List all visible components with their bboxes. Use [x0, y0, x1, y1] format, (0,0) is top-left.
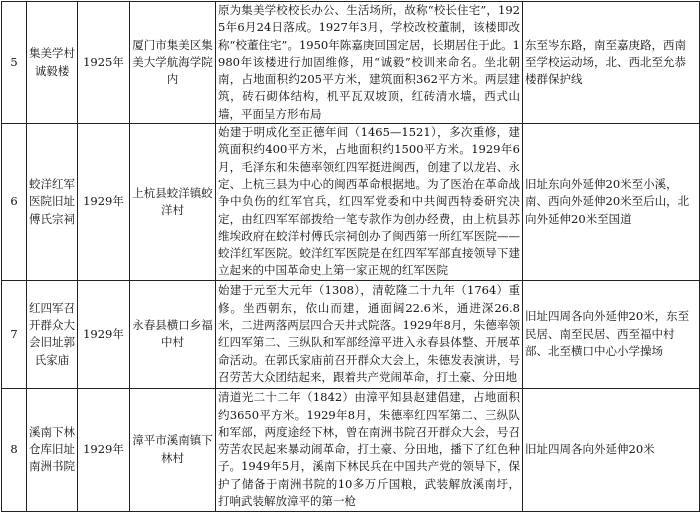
year-cell: 1925年: [78, 2, 130, 124]
table-row: [2, 2, 700, 124]
location-cell: 上杭县蛟洋镇蛟洋村: [130, 124, 216, 281]
table-row: [2, 280, 700, 388]
row-number-cell: 7: [2, 280, 27, 388]
description-cell: 清道光二十二年（1842）由漳平知县赵建倡建，占地面积约3650平方米。1929年8月，朱德率红四军第二、三纵队和军部，两度途经下林，曾在南洲书院召开群众大会，号召劳苦农民起来暴动闹革命，打土豪、分田地，播下了红色种子。1949年5月，溪南下林民兵在中国共产党的领导下，保护了储备于南洲书院的10多万斤国粮，武装解放溪南圩，打响武装解放漳平的第一枪: [216, 388, 523, 511]
year-cell: 1929年: [78, 124, 130, 281]
year-cell: 1929年: [78, 280, 130, 388]
heritage-site-table: [1, 1, 700, 512]
year-cell: 1929年: [78, 388, 130, 511]
description-cell: 始建于元至大元年（1308），清乾隆二十九年（1764）重修。坐西朝东，依山而建，通面阔22.6米，通进深26.8米，二进两落两层四合天井式院落。1929年8月，朱德率领红四军第二、三纵队和军部经漳平进入永春县体整、开展革命活动。在郭氏家庙前召开群众大会上，朱德发表演讲，号召劳苦大众团结起来，跟着共产党闹革命，打土豪、分田地: [216, 280, 523, 388]
description-cell: 始建于明成化至正德年间（1465—1521），多次重修，建筑面积约400平方米，占地面积约1500平方米。1929年6月，毛泽东和朱德率领红四军挺进闽西，创建了以龙岩、永定、上杭三县为中心的闽西革命根据地。为了医治在革命战争中负伤的红军官兵，红四军党委和中共闽西特委研究决定，由红四军军部拨给一笔专款作为创办经费，由上杭县苏维埃政府在蛟洋村傅氏宗祠创办了闽西第一所红军医院——蛟洋红军医院。蛟洋红军医院是在红四军军部直接领导下建立起来的中国革命史上第一家正规的红军医院: [216, 124, 523, 281]
row-number-cell: 8: [2, 388, 27, 511]
row-number-cell: 5: [2, 2, 27, 124]
table-row: [2, 124, 700, 281]
protection-boundary-cell: 东至岑东路，南至嘉庚路，西南至学校运动场，北、西北至允恭楼群保护线: [523, 2, 700, 124]
row-number-cell: 6: [2, 124, 27, 281]
location-cell: 漳平市溪南镇下林村: [130, 388, 216, 511]
site-name-cell: 集美学村诚毅楼: [27, 2, 78, 124]
site-name-cell: 红四军召开群众大会旧址郭氏家庙: [27, 280, 78, 388]
site-name-cell: 溪南下林仓库旧址南洲书院: [27, 388, 78, 511]
protection-boundary-cell: 旧址四周各向外延伸20米，东至民居、南至民居、西至福中村部、北至横口中心小学操场: [523, 280, 700, 388]
location-cell: 厦门市集美区集美大学航海学院内: [130, 2, 216, 124]
protection-boundary-cell: 旧址东向外延伸20米至小溪，南、西向外延伸20米至后山，北向外延伸20米至国道: [523, 124, 700, 281]
table-row: [2, 388, 700, 511]
location-cell: 永春县横口乡福中村: [130, 280, 216, 388]
protection-boundary-cell: 旧址四周各向外延伸20米: [523, 388, 700, 511]
site-name-cell: 蛟洋红军医院旧址傅氏宗祠: [27, 124, 78, 281]
description-cell: 原为集美学校校长办公、生活场所，故称“校长住宅”，1925年6月24日落成。1927年3月，学校改校董制，该楼即改称“校董住宅”。1950年陈嘉庚回国定居，长期居住于此。1980年该楼进行加固维修，用“诚毅”校训来命名。坐北朝南，占地面积约205平方米，建筑面积362平方米。两层建筑，砖石砌体结构，机平瓦双坡顶，红砖清水墙，西式山墙，平面呈方形布局: [216, 2, 523, 124]
